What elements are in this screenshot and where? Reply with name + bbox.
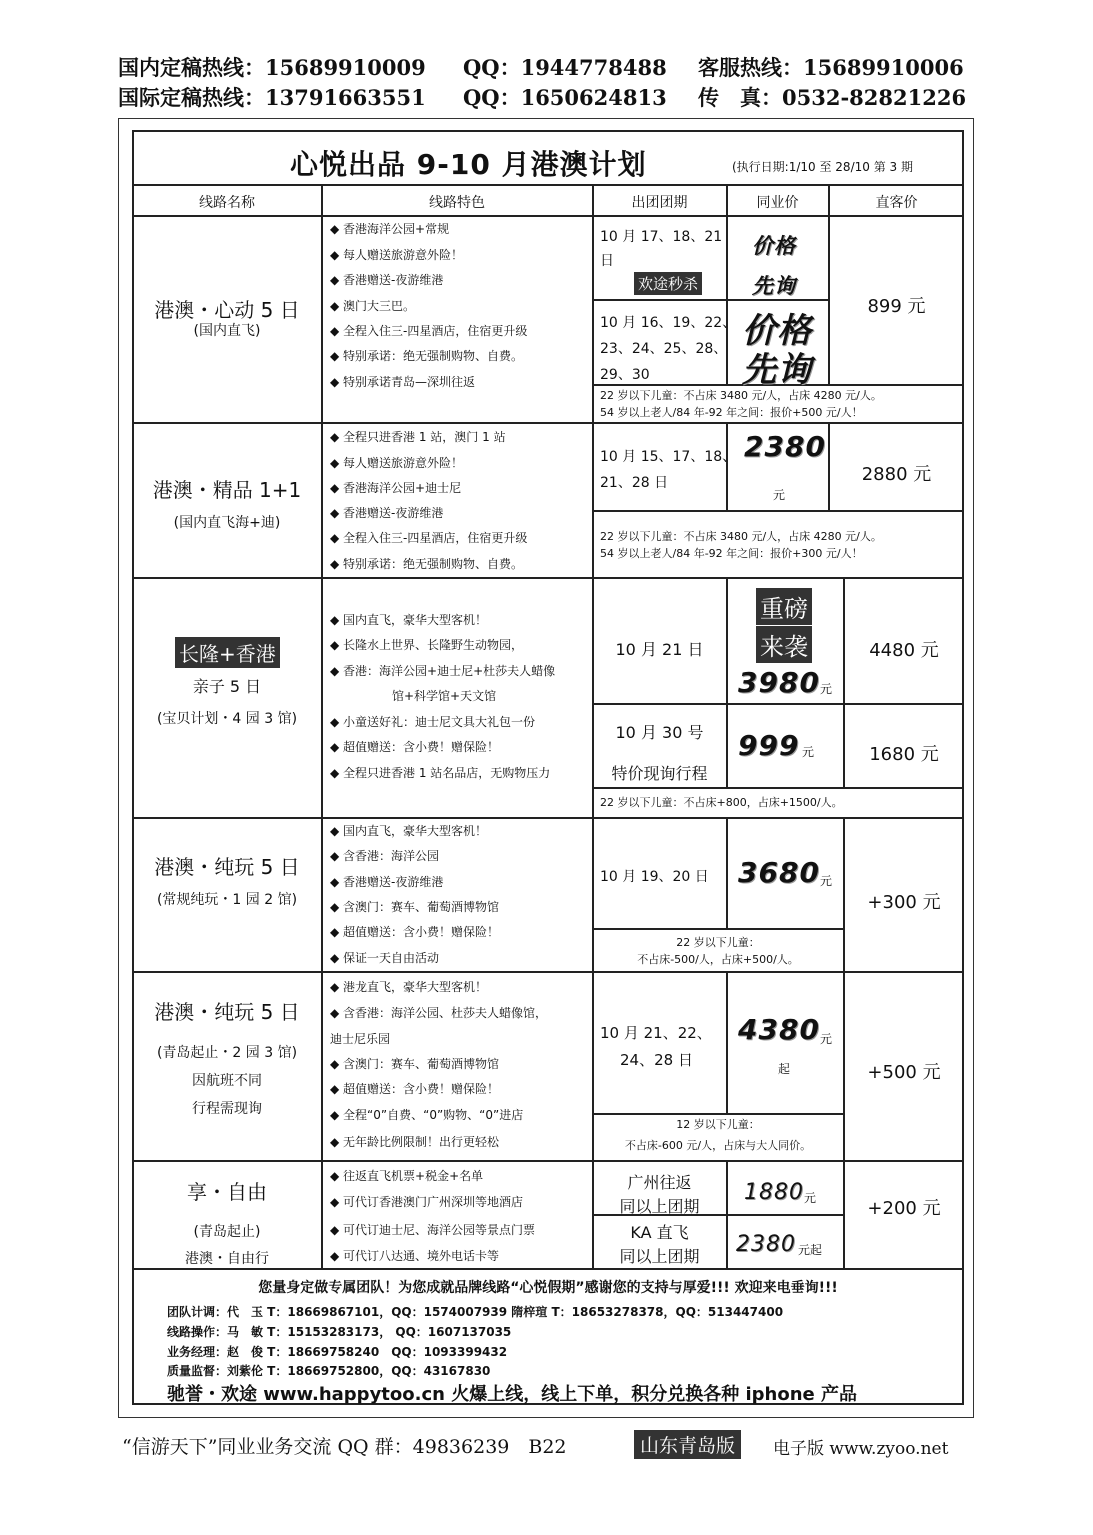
feature-item: ◆ 无年龄比例限制！出行更轻松 bbox=[330, 1135, 500, 1149]
child-note: 12 岁以下儿童： bbox=[676, 1118, 760, 1131]
footer-text: “信游天下”同业业务交流 QQ 群：49836239 B22 bbox=[122, 1436, 567, 1458]
feature-item: ◆ 特别承诺青岛—深圳往返 bbox=[330, 375, 476, 389]
departure-option: KA 直飞 bbox=[630, 1223, 689, 1242]
trade-price: 价格 bbox=[752, 234, 796, 258]
feature-item: ◆ 可代订香港澳门广州深圳等地酒店 bbox=[330, 1195, 524, 1209]
feature-item: ◆ 全程“0”自费、“0”购物、“0”进店 bbox=[330, 1108, 524, 1122]
feature-item: 馆+科学馆+天文馆 bbox=[392, 689, 497, 703]
feature-item: ◆ 全程入住三-四星酒店，住宿更升级 bbox=[330, 324, 528, 338]
price-unit: 元 bbox=[820, 1032, 833, 1046]
route-sub: 港澳・自由行 bbox=[185, 1251, 269, 1267]
feature-item: ◆ 可代订八达通、境外电话卡等 bbox=[330, 1249, 500, 1263]
route-sub: (青岛起止・2 园 3 馆) bbox=[156, 1045, 298, 1061]
col-route-name: 线路名称 bbox=[199, 195, 255, 211]
route-name: 享・自由 bbox=[187, 1180, 267, 1204]
domestic-qq: QQ：1944778488 bbox=[463, 55, 667, 80]
feature-item: ◆ 全程入住三-四星酒店，住宿更升级 bbox=[330, 531, 528, 545]
feature-item: ◆ 香港海洋公园+常规 bbox=[330, 222, 450, 236]
price-unit: 元 bbox=[820, 874, 833, 888]
departure-date: 10 月 15、17、18、 bbox=[600, 449, 737, 465]
direct-price: 2880 元 bbox=[861, 464, 932, 485]
contact-line: 质量监督：刘紫伦 T：18669752800，QQ：43167830 bbox=[167, 1364, 491, 1378]
trade-price: 先询 bbox=[742, 350, 812, 390]
feature-item: ◆ 含香港：海洋公园 bbox=[330, 849, 440, 863]
feature-item: ◆ 特别承诺：绝无强制购物、自费。 bbox=[330, 557, 524, 571]
feature-item: ◆ 含香港：海洋公园、杜莎夫人蜡像馆， bbox=[330, 1006, 548, 1020]
execution-date: (执行日期:1/10 至 28/10 第 3 期 bbox=[732, 160, 913, 174]
child-note: 不占床-600 元/人，占床与大人同价。 bbox=[624, 1139, 812, 1152]
route-sub: (国内直飞) bbox=[193, 323, 261, 339]
promo-badge: 来袭 bbox=[756, 626, 812, 663]
feature-item: ◆ 香港海洋公园+迪士尼 bbox=[330, 481, 462, 495]
edition-badge: 山东青岛版 bbox=[634, 1430, 741, 1459]
route-name: 港澳・纯玩 5 日 bbox=[154, 855, 300, 879]
direct-price: +200 元 bbox=[867, 1198, 941, 1219]
departure-option: 同以上团期 bbox=[619, 1247, 700, 1266]
contact-line: 线路操作：马 敏 T：15153283173， QQ：1607137035 bbox=[167, 1325, 512, 1339]
price-unit: 元 bbox=[804, 1191, 817, 1205]
route-sub: (常规纯玩・1 园 2 馆) bbox=[156, 892, 298, 908]
domestic-hotline: 国内定稿热线：15689910009 bbox=[118, 55, 426, 80]
departure-date: 10 月 19、20 日 bbox=[600, 869, 709, 885]
feature-item: ◆ 超值赠送：含小费！赠保险！ bbox=[330, 740, 500, 754]
route-sub: (青岛起止) bbox=[193, 1224, 261, 1240]
direct-price: 4480 元 bbox=[869, 640, 939, 661]
trade-price: 2380 bbox=[744, 430, 826, 463]
senior-note: 54 岁以上老人/84 年-92 年之间：报价+300 元/人！ bbox=[600, 547, 863, 560]
price-unit: 元 bbox=[773, 488, 786, 502]
feature-item: ◆ 香港：海洋公园+迪士尼+杜莎夫人蜡像 bbox=[330, 664, 556, 678]
trade-price: 4380 bbox=[738, 1013, 820, 1046]
departure-date: 10 月 30 号 bbox=[615, 723, 704, 742]
feature-item: ◆ 往返直飞机票+税金+名单 bbox=[330, 1169, 484, 1183]
feature-item: ◆ 每人赠送旅游意外险！ bbox=[330, 248, 464, 262]
feature-item: 迪士尼乐园 bbox=[330, 1032, 391, 1046]
child-note: 不占床-500/人，占床+500/人。 bbox=[637, 953, 799, 966]
direct-price: 899 元 bbox=[867, 296, 926, 317]
route-sub: 亲子 5 日 bbox=[192, 677, 262, 696]
intl-hotline: 国际定稿热线：13791663551 bbox=[118, 85, 426, 110]
departure-date: 日 bbox=[600, 253, 614, 269]
promo-badge: 重磅 bbox=[756, 588, 812, 625]
route-name: 长隆+香港 bbox=[175, 637, 280, 668]
trade-price: 3680 bbox=[738, 856, 820, 889]
price-from: 起 bbox=[778, 1062, 791, 1076]
feature-item: ◆ 港龙直飞，豪华大型客机！ bbox=[330, 980, 488, 994]
trade-price: 2380 bbox=[736, 1232, 796, 1257]
direct-price: +300 元 bbox=[867, 892, 941, 913]
senior-note: 54 岁以上老人/84 年-92 年之间：报价+500 元/人！ bbox=[600, 406, 863, 419]
trade-price: 先询 bbox=[752, 274, 796, 298]
price-unit: 元起 bbox=[798, 1243, 823, 1257]
feature-item: ◆ 含澳门：赛车、葡萄酒博物馆 bbox=[330, 900, 500, 914]
feature-item: ◆ 保证一天自由活动 bbox=[330, 951, 440, 965]
departure-date: 特价现询行程 bbox=[611, 764, 708, 783]
website-promo[interactable]: 驰誉・欢途 www.happytoo.cn 火爆上线，线上下单，积分兑换各种 iphone 产品 bbox=[167, 1384, 858, 1405]
feature-item: ◆ 超值赠送：含小费！赠保险！ bbox=[330, 1082, 500, 1096]
col-route-features: 线路特色 bbox=[429, 195, 485, 211]
feature-item: ◆ 香港赠送-夜游维港 bbox=[330, 875, 444, 889]
trade-price: 3980 bbox=[738, 666, 820, 699]
departure-date: 10 月 21、22、 bbox=[600, 1024, 712, 1042]
page-title: 心悦出品 9-10 月港澳计划 bbox=[290, 148, 647, 181]
departure-date: 21、28 日 bbox=[600, 475, 669, 491]
child-note: 22 岁以下儿童：不占床 3480 元/人，占床 4280 元/人。 bbox=[600, 389, 882, 402]
feature-item: ◆ 可代订迪士尼、海洋公园等景点门票 bbox=[330, 1223, 536, 1237]
price-unit: 元 bbox=[802, 745, 815, 759]
col-direct-price: 直客价 bbox=[875, 195, 918, 211]
route-sub: (宝贝计划・4 园 3 馆) bbox=[156, 711, 298, 727]
route-name: 港澳・精品 1+1 bbox=[152, 478, 302, 502]
col-departure: 出团团期 bbox=[631, 195, 688, 211]
feature-item: ◆ 小童送好礼：迪士尼文具大礼包一份 bbox=[330, 715, 536, 729]
departure-date: 24、28 日 bbox=[620, 1051, 693, 1069]
feature-item: ◆ 香港赠送-夜游维港 bbox=[330, 273, 444, 287]
feature-item: ◆ 香港赠送-夜游维港 bbox=[330, 506, 444, 520]
feature-item: ◆ 每人赠送旅游意外险！ bbox=[330, 456, 464, 470]
feature-item: ◆ 超值赠送：含小费！赠保险！ bbox=[330, 925, 500, 939]
contact-line: 业务经理：赵 俊 T：18669758240 QQ：1093399432 bbox=[167, 1345, 508, 1359]
fax: 传 真：0532-82821226 bbox=[698, 85, 967, 110]
price-unit: 元 bbox=[820, 682, 833, 696]
route-note: 行程需现询 bbox=[192, 1101, 262, 1117]
col-trade-price: 同业价 bbox=[756, 195, 799, 211]
child-note: 22 岁以下儿童： bbox=[676, 936, 760, 949]
departure-date: 10 月 16、19、22、 23、24、25、28、 29、30 bbox=[600, 315, 737, 383]
trade-price: 999 bbox=[738, 729, 800, 762]
child-note: 22 岁以下儿童：不占床 3480 元/人，占床 4280 元/人。 bbox=[600, 530, 882, 543]
route-name: 港澳・心动 5 日 bbox=[154, 298, 300, 322]
feature-item: ◆ 全程只进香港 1 站名品店，无购物压力 bbox=[330, 766, 551, 780]
slogan: 您量身定做专属团队！为您成就品牌线路“心悦假期”感谢您的支持与厚爱!!! 欢迎来电垂询!!! bbox=[258, 1280, 838, 1296]
trade-price: 1880 bbox=[744, 1180, 804, 1205]
feature-item: ◆ 国内直飞，豪华大型客机！ bbox=[330, 824, 488, 838]
trade-price: 价格 bbox=[742, 311, 812, 351]
service-hotline: 客服热线：15689910006 bbox=[698, 55, 964, 80]
direct-price: +500 元 bbox=[867, 1062, 941, 1083]
feature-item: ◆ 全程只进香港 1 站，澳门 1 站 bbox=[330, 430, 506, 444]
direct-price: 1680 元 bbox=[869, 744, 939, 765]
departure-option: 广州往返 bbox=[627, 1173, 692, 1192]
route-name: 港澳・纯玩 5 日 bbox=[154, 1000, 300, 1024]
feature-item: ◆ 澳门大三巴。 bbox=[330, 299, 416, 313]
feature-item: ◆ 长隆水上世界、长隆野生动物园， bbox=[330, 638, 524, 652]
departure-date: 10 月 17、18、21 bbox=[600, 229, 723, 245]
departure-option: 同以上团期 bbox=[619, 1197, 700, 1216]
child-note: 22 岁以下儿童：不占床+800，占床+1500/人。 bbox=[600, 796, 843, 809]
contact-line: 团队计调：代 玉 T：18669867101，QQ：1574007939 隋梓瑄 T：18653278378，QQ：513447400 bbox=[167, 1305, 784, 1319]
flash-sale-badge: 欢途秒杀 bbox=[634, 272, 702, 295]
departure-date: 10 月 21 日 bbox=[615, 640, 704, 659]
footer-site[interactable]: 电子版 www.zyoo.net bbox=[773, 1439, 949, 1459]
route-note: 因航班不同 bbox=[192, 1073, 262, 1089]
feature-item: ◆ 国内直飞，豪华大型客机！ bbox=[330, 613, 488, 627]
feature-item: ◆ 含澳门：赛车、葡萄酒博物馆 bbox=[330, 1057, 500, 1071]
intl-qq: QQ：1650624813 bbox=[463, 85, 667, 110]
feature-item: ◆ 特别承诺：绝无强制购物、自费。 bbox=[330, 349, 524, 363]
route-sub: (国内直飞海+迪) bbox=[173, 515, 281, 531]
